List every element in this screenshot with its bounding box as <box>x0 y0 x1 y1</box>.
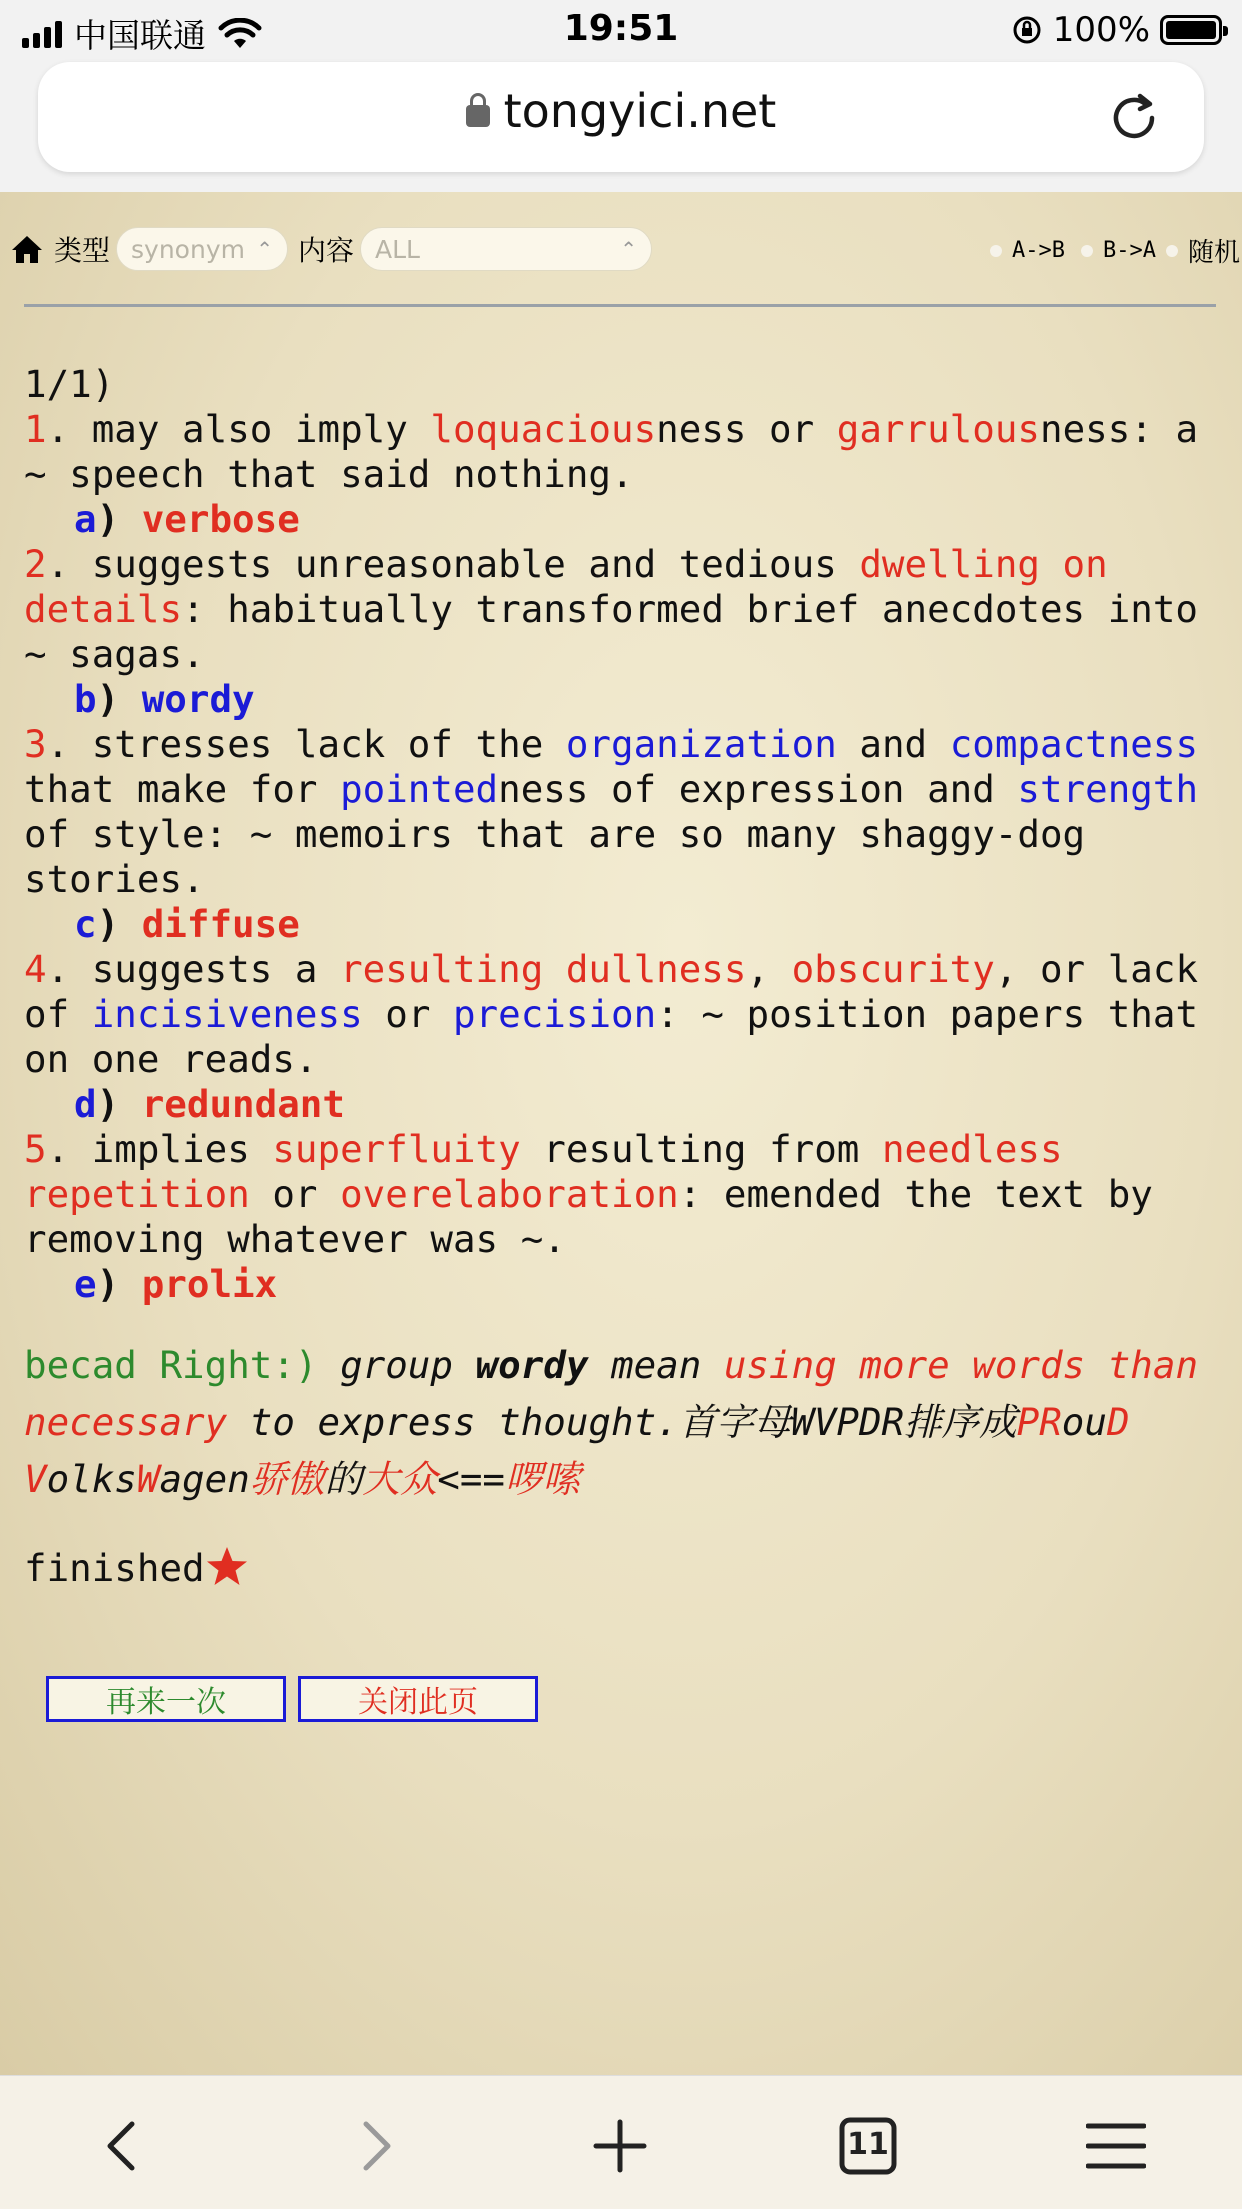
type-label: 类型 <box>54 234 111 267</box>
type-select-value: synonym <box>131 234 245 264</box>
option-e[interactable] <box>24 1262 1234 1307</box>
option-letter: b <box>74 677 97 721</box>
definition-text: ness of expression and <box>498 767 1018 811</box>
result-text: agen <box>159 1457 250 1501</box>
definition-text: . may also imply <box>46 407 431 451</box>
option-letter: e <box>74 1262 97 1306</box>
option-word: diffuse <box>141 902 300 946</box>
result-text: mean <box>588 1343 724 1387</box>
option-ba-label: B->A <box>1103 238 1156 263</box>
definition-text: or <box>362 992 453 1036</box>
result-text: D V <box>24 1400 1130 1501</box>
finished-label: finished <box>24 1546 205 1590</box>
definition-number: 2 <box>24 542 47 586</box>
option-paren: ) <box>96 1082 142 1126</box>
battery-percent: 100% <box>1052 10 1150 50</box>
option-paren: ) <box>96 902 142 946</box>
result-explanation <box>24 1337 1234 1508</box>
highlight-text: resulting dullness <box>340 947 747 991</box>
definition-text: , or lack of <box>24 947 1199 1036</box>
definition-text: or <box>249 1172 341 1216</box>
definition-text: ness: a ~ speech that said nothing. <box>24 407 1199 496</box>
orientation-lock-icon <box>1011 14 1043 46</box>
highlight-text: precision <box>452 992 657 1036</box>
status-bar <box>0 0 1242 62</box>
url-text: tongyici.net <box>503 84 777 138</box>
reload-icon[interactable] <box>1106 90 1162 146</box>
back-icon[interactable] <box>94 2116 154 2176</box>
option-ab-label: A->B <box>1012 238 1065 263</box>
option-word: verbose <box>141 497 300 541</box>
definition-text: . suggests a <box>46 947 341 991</box>
option-paren: ) <box>96 677 142 721</box>
status-time: 19:51 <box>563 8 679 49</box>
highlight-text: organization <box>565 722 837 766</box>
carrier-label: 中国联通 <box>74 16 206 55</box>
option-random-label: 随机 <box>1187 238 1240 268</box>
result-text: 啰嗦 <box>505 1457 581 1501</box>
option-letter: c <box>74 902 97 946</box>
result-text: using more words than necessary <box>24 1343 1199 1444</box>
definition-item <box>24 1127 1234 1262</box>
chevron-updown-icon: ⌃ <box>620 237 638 261</box>
option-word: redundant <box>141 1082 345 1126</box>
option-paren: ) <box>96 497 142 541</box>
try-again-button[interactable]: 再来一次 <box>46 1676 286 1722</box>
definition-text: , <box>746 947 792 991</box>
definition-text: resulting from <box>520 1127 882 1171</box>
radio-ba[interactable] <box>1081 245 1093 257</box>
result-text: group <box>317 1343 476 1387</box>
star-icon <box>205 1545 249 1589</box>
result-text: wordy <box>475 1343 589 1387</box>
option-d[interactable] <box>24 1082 1234 1127</box>
definition-item <box>24 542 1234 677</box>
definition-item <box>24 947 1234 1082</box>
option-a[interactable] <box>24 497 1234 542</box>
status-right <box>1011 10 1222 50</box>
web-page <box>0 192 1242 2075</box>
content-select-value: ALL <box>375 234 420 264</box>
definition-text: . stresses lack of the <box>46 722 566 766</box>
option-c[interactable] <box>24 902 1234 947</box>
highlight-text: needless repetition <box>24 1127 1063 1216</box>
direction-options <box>990 232 1240 269</box>
option-word: prolix <box>141 1262 278 1306</box>
battery-icon <box>1160 15 1222 45</box>
definition-text: of style: ~ memoirs that are so many shaggy-dog stories. <box>24 812 1086 901</box>
highlight-text: garrulous <box>836 407 1040 451</box>
definition-item <box>24 407 1234 497</box>
definition-number: 3 <box>24 722 47 766</box>
definition-text: . suggests unreasonable and tedious <box>46 542 860 586</box>
divider <box>24 304 1216 307</box>
definition-text: : emended the text by removing whatever was ~. <box>24 1172 1153 1261</box>
result-text: 的 <box>324 1457 363 1501</box>
content-label: 内容 <box>298 234 355 267</box>
tabs-button[interactable] <box>838 2116 898 2176</box>
definition-text: : ~ position papers that on one reads. <box>24 992 1199 1081</box>
option-word: wordy <box>141 677 255 721</box>
result-text: 大众 <box>362 1457 438 1501</box>
definition-number: 4 <box>24 947 47 991</box>
result-text: W <box>136 1457 160 1501</box>
result-text: <== <box>437 1457 506 1501</box>
result-text: becad Right:) <box>24 1343 318 1387</box>
new-tab-icon[interactable] <box>590 2116 650 2176</box>
tab-count: 11 <box>847 2127 889 2162</box>
highlight-text: superfluity <box>272 1127 521 1171</box>
radio-random[interactable] <box>1166 245 1178 257</box>
quiz-content <box>24 362 1234 1591</box>
definition-text: : habitually transformed brief anecdotes into ~ sagas. <box>24 587 1199 676</box>
option-paren: ) <box>96 1262 142 1306</box>
definition-number: 5 <box>24 1127 47 1171</box>
radio-ab[interactable] <box>990 245 1002 257</box>
chevron-updown-icon: ⌃ <box>256 237 274 261</box>
result-text: ou <box>1061 1400 1107 1444</box>
lock-icon <box>466 105 490 127</box>
close-page-button[interactable]: 关闭此页 <box>298 1676 538 1722</box>
highlight-text: strength <box>1017 767 1199 811</box>
option-letter: a <box>74 497 97 541</box>
option-letter: d <box>74 1082 97 1126</box>
highlight-text: obscurity <box>791 947 995 991</box>
result-text: 骄傲 <box>249 1457 325 1501</box>
address-bar[interactable] <box>38 62 1204 172</box>
menu-icon[interactable] <box>1086 2116 1146 2176</box>
highlight-text: pointed <box>340 767 499 811</box>
content-select[interactable] <box>360 227 652 271</box>
browser-toolbar <box>0 2075 1242 2209</box>
highlight-text: loquacious <box>430 407 657 451</box>
finished-row <box>24 1546 1234 1591</box>
result-text: olks <box>46 1457 137 1501</box>
highlight-text: incisiveness <box>91 992 363 1036</box>
quiz-counter: 1/1) <box>24 362 115 406</box>
home-icon[interactable] <box>10 232 44 266</box>
result-text: PR <box>1016 1400 1062 1444</box>
browser-chrome <box>0 62 1242 192</box>
highlight-text: compactness <box>949 722 1199 766</box>
result-text: to express thought.首字母WVPDR排序成 <box>227 1400 1017 1444</box>
definition-text: ness or <box>656 407 837 451</box>
definition-text: that make for <box>24 767 341 811</box>
url-display[interactable] <box>38 84 1204 138</box>
quiz-items <box>24 407 1234 1307</box>
definition-text: and <box>836 722 950 766</box>
type-select[interactable] <box>116 227 288 271</box>
forward-icon[interactable] <box>344 2116 404 2176</box>
definition-number: 1 <box>24 407 47 451</box>
definition-text: . implies <box>46 1127 273 1171</box>
definition-item <box>24 722 1234 902</box>
action-buttons <box>46 1676 538 1722</box>
highlight-text: dwelling on details <box>24 542 1108 631</box>
option-b[interactable] <box>24 677 1234 722</box>
top-nav <box>10 224 1242 274</box>
highlight-text: overelaboration <box>340 1172 679 1216</box>
